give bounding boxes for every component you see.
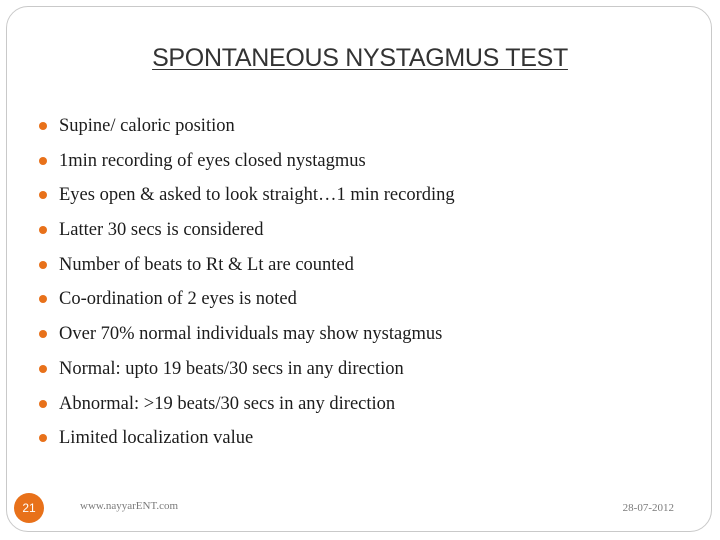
bullet-item: [38, 390, 455, 425]
bullet-text: Abnormal: >19 beats/30 secs in any direction: [59, 393, 396, 414]
bullet-dot-icon: [39, 226, 47, 234]
bullet-dot-icon: [39, 261, 47, 269]
bullet-text: Normal: upto 19 beats/30 secs in any direction: [59, 358, 404, 379]
slide-title: SPONTANEOUS NYSTAGMUS TEST: [152, 44, 568, 72]
bullet-dot-icon: [39, 157, 47, 165]
bullet-text: Eyes open & asked to look straight…1 min recording: [59, 185, 455, 206]
bullet-text: Co-ordination of 2 eyes is noted: [59, 289, 297, 310]
bullet-item: [38, 424, 455, 459]
bullet-item: [38, 147, 455, 182]
bullet-dot-icon: [39, 330, 47, 338]
bullet-item: [38, 285, 455, 320]
bullet-dot-icon: [39, 295, 47, 303]
bullet-dot-icon: [39, 191, 47, 199]
footer-date: 28-07-2012: [622, 502, 674, 514]
bullet-item: [38, 320, 455, 355]
bullet-item: [38, 355, 455, 390]
bullet-text: Limited localization value: [59, 428, 254, 449]
bullet-dot-icon: [39, 365, 47, 373]
bullet-item: [38, 112, 455, 147]
bullet-text: 1min recording of eyes closed nystagmus: [59, 150, 366, 171]
bullet-text: Over 70% normal individuals may show nystagmus: [59, 324, 443, 345]
bullet-dot-icon: [39, 400, 47, 408]
bullet-item: [38, 216, 455, 251]
bullet-dot-icon: [39, 122, 47, 130]
page-number-badge: 21: [14, 493, 44, 523]
bullet-text: Supine/ caloric position: [59, 116, 235, 136]
bullet-dot-icon: [39, 434, 47, 442]
bullet-list: [38, 112, 455, 459]
bullet-item: [38, 251, 455, 286]
bullet-item: [38, 181, 455, 216]
bullet-text: Number of beats to Rt & Lt are counted: [59, 254, 354, 275]
footer-url: www.nayyarENT.com: [80, 500, 179, 512]
bullet-text: Latter 30 secs is considered: [59, 220, 264, 241]
